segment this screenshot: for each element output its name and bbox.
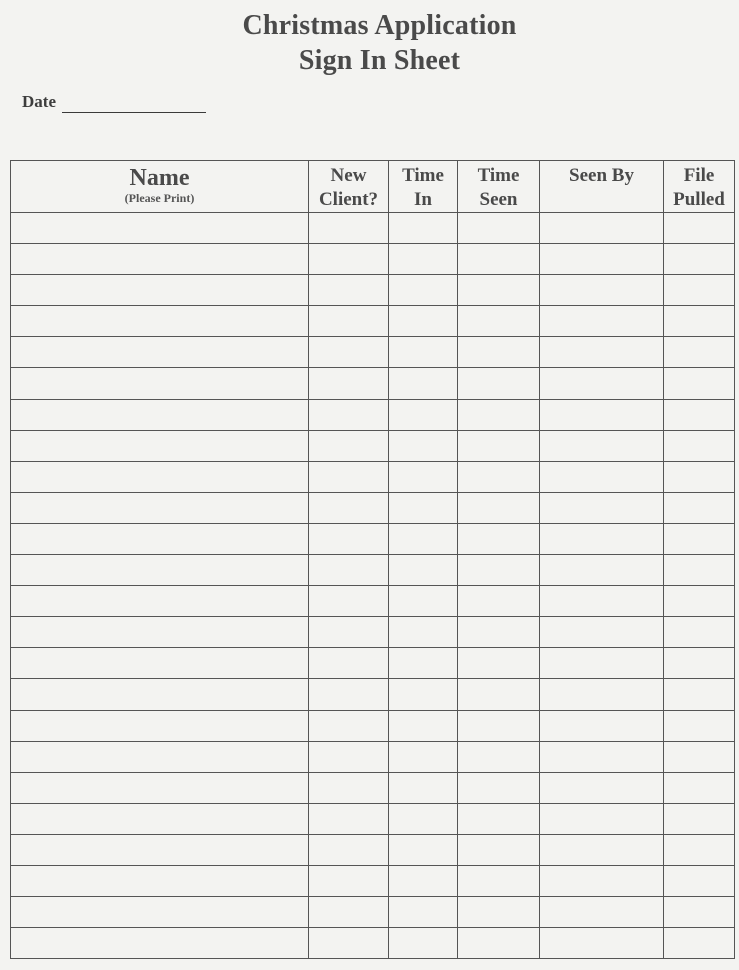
file-pulled-cell[interactable]: [664, 368, 735, 399]
time-seen-cell[interactable]: [458, 586, 540, 617]
table-row: [11, 275, 735, 306]
file-pulled-cell[interactable]: [664, 555, 735, 586]
file-pulled-cell[interactable]: [664, 928, 735, 959]
time-in-cell[interactable]: [389, 430, 458, 461]
column-header-time-in: [389, 161, 458, 213]
time-seen-cell[interactable]: [458, 368, 540, 399]
new-client-cell[interactable]: [309, 617, 389, 648]
time-seen-cell[interactable]: [458, 213, 540, 244]
new-client-cell[interactable]: [309, 337, 389, 368]
name-cell[interactable]: [11, 928, 309, 959]
new-client-cell[interactable]: [309, 244, 389, 275]
new-client-cell[interactable]: [309, 399, 389, 430]
name-cell[interactable]: [11, 617, 309, 648]
table-row: [11, 679, 735, 710]
file-pulled-cell[interactable]: [664, 213, 735, 244]
time-in-cell[interactable]: [389, 213, 458, 244]
table-header-row: [11, 161, 735, 213]
time-seen-cell[interactable]: [458, 648, 540, 679]
time-in-cell[interactable]: [389, 461, 458, 492]
new-client-cell[interactable]: [309, 306, 389, 337]
new-client-cell[interactable]: [309, 710, 389, 741]
file-pulled-cell[interactable]: [664, 803, 735, 834]
table-row: [11, 306, 735, 337]
new-client-cell[interactable]: [309, 834, 389, 865]
table-row: [11, 213, 735, 244]
name-cell[interactable]: [11, 492, 309, 523]
name-cell[interactable]: [11, 399, 309, 430]
time-seen-cell[interactable]: [458, 555, 540, 586]
time-in-cell[interactable]: [389, 772, 458, 803]
column-header-new-client-line2: Client?: [318, 189, 379, 210]
new-client-cell[interactable]: [309, 492, 389, 523]
new-client-cell[interactable]: [309, 679, 389, 710]
time-seen-cell[interactable]: [458, 834, 540, 865]
file-pulled-cell[interactable]: [664, 617, 735, 648]
seen-by-cell[interactable]: [540, 679, 664, 710]
table-row: [11, 648, 735, 679]
name-cell[interactable]: [11, 586, 309, 617]
new-client-cell[interactable]: [309, 865, 389, 896]
time-in-cell[interactable]: [389, 555, 458, 586]
new-client-cell[interactable]: [309, 928, 389, 959]
seen-by-cell[interactable]: [540, 555, 664, 586]
seen-by-cell[interactable]: [540, 368, 664, 399]
column-header-time-in-line1: Time: [402, 165, 444, 186]
time-seen-cell[interactable]: [458, 461, 540, 492]
column-header-time-in-line2: In: [414, 189, 432, 210]
column-header-file-pulled-line1: File: [683, 165, 715, 186]
seen-by-cell[interactable]: [540, 741, 664, 772]
table-row: [11, 928, 735, 959]
file-pulled-cell[interactable]: [664, 834, 735, 865]
time-seen-cell[interactable]: [458, 430, 540, 461]
time-seen-cell[interactable]: [458, 337, 540, 368]
new-client-cell[interactable]: [309, 772, 389, 803]
new-client-cell[interactable]: [309, 523, 389, 554]
name-cell[interactable]: [11, 648, 309, 679]
table-row: [11, 865, 735, 896]
time-in-cell[interactable]: [389, 741, 458, 772]
file-pulled-cell[interactable]: [664, 461, 735, 492]
time-seen-cell[interactable]: [458, 679, 540, 710]
sign-in-table: [10, 160, 735, 959]
seen-by-cell[interactable]: [540, 928, 664, 959]
seen-by-cell[interactable]: [540, 586, 664, 617]
file-pulled-cell[interactable]: [664, 772, 735, 803]
name-cell[interactable]: [11, 803, 309, 834]
time-in-cell[interactable]: [389, 679, 458, 710]
seen-by-cell[interactable]: [540, 337, 664, 368]
time-seen-cell[interactable]: [458, 244, 540, 275]
seen-by-cell[interactable]: [540, 523, 664, 554]
name-cell[interactable]: [11, 741, 309, 772]
file-pulled-cell[interactable]: [664, 679, 735, 710]
column-header-new-client-line1: New: [330, 165, 367, 186]
name-cell[interactable]: [11, 275, 309, 306]
time-seen-cell[interactable]: [458, 741, 540, 772]
seen-by-cell[interactable]: [540, 710, 664, 741]
name-cell[interactable]: [11, 710, 309, 741]
time-seen-cell[interactable]: [458, 306, 540, 337]
file-pulled-cell[interactable]: [664, 741, 735, 772]
column-header-name-note: (Please Print): [124, 191, 195, 205]
table-row: [11, 337, 735, 368]
seen-by-cell[interactable]: [540, 803, 664, 834]
seen-by-cell[interactable]: [540, 865, 664, 896]
seen-by-cell[interactable]: [540, 461, 664, 492]
time-seen-cell[interactable]: [458, 865, 540, 896]
new-client-cell[interactable]: [309, 586, 389, 617]
table-row: [11, 803, 735, 834]
name-cell[interactable]: [11, 679, 309, 710]
table-row: [11, 430, 735, 461]
name-cell[interactable]: [11, 337, 309, 368]
file-pulled-cell[interactable]: [664, 648, 735, 679]
seen-by-cell[interactable]: [540, 772, 664, 803]
column-header-file-pulled: [664, 161, 735, 213]
name-cell[interactable]: [11, 244, 309, 275]
time-seen-cell[interactable]: [458, 492, 540, 523]
seen-by-cell[interactable]: [540, 492, 664, 523]
file-pulled-cell[interactable]: [664, 399, 735, 430]
time-seen-cell[interactable]: [458, 897, 540, 928]
name-cell[interactable]: [11, 555, 309, 586]
column-header-new-client: [309, 161, 389, 213]
name-cell[interactable]: [11, 865, 309, 896]
table-row: [11, 461, 735, 492]
file-pulled-cell[interactable]: [664, 710, 735, 741]
new-client-cell[interactable]: [309, 803, 389, 834]
date-label: Date: [22, 92, 56, 111]
seen-by-cell[interactable]: [540, 213, 664, 244]
name-cell[interactable]: [11, 430, 309, 461]
table-row: [11, 772, 735, 803]
new-client-cell[interactable]: [309, 368, 389, 399]
time-seen-cell[interactable]: [458, 275, 540, 306]
name-cell[interactable]: [11, 772, 309, 803]
form-subtitle: Sign In Sheet: [298, 45, 461, 76]
date-field[interactable]: [62, 112, 206, 113]
time-in-cell[interactable]: [389, 897, 458, 928]
column-header-name-label: Name: [129, 165, 190, 191]
column-header-file-pulled-line2: Pulled: [673, 189, 725, 210]
name-cell[interactable]: [11, 834, 309, 865]
table-row: [11, 617, 735, 648]
new-client-cell[interactable]: [309, 430, 389, 461]
name-cell[interactable]: [11, 897, 309, 928]
table-row: [11, 741, 735, 772]
table-row: [11, 368, 735, 399]
table-row: [11, 834, 735, 865]
form-title: Christmas Application: [242, 10, 517, 41]
table-row: [11, 710, 735, 741]
table-row: [11, 399, 735, 430]
name-cell[interactable]: [11, 213, 309, 244]
file-pulled-cell[interactable]: [664, 865, 735, 896]
table-row: [11, 492, 735, 523]
time-in-cell[interactable]: [389, 275, 458, 306]
new-client-cell[interactable]: [309, 741, 389, 772]
time-in-cell[interactable]: [389, 586, 458, 617]
name-cell[interactable]: [11, 368, 309, 399]
seen-by-cell[interactable]: [540, 897, 664, 928]
new-client-cell[interactable]: [309, 648, 389, 679]
table-row: [11, 555, 735, 586]
name-cell[interactable]: [11, 306, 309, 337]
table-row: [11, 897, 735, 928]
seen-by-cell[interactable]: [540, 648, 664, 679]
file-pulled-cell[interactable]: [664, 523, 735, 554]
new-client-cell[interactable]: [309, 897, 389, 928]
seen-by-cell[interactable]: [540, 617, 664, 648]
seen-by-cell[interactable]: [540, 399, 664, 430]
seen-by-cell[interactable]: [540, 275, 664, 306]
time-seen-cell[interactable]: [458, 617, 540, 648]
column-header-name: [11, 161, 309, 213]
file-pulled-cell[interactable]: [664, 275, 735, 306]
time-seen-cell[interactable]: [458, 803, 540, 834]
seen-by-cell[interactable]: [540, 834, 664, 865]
new-client-cell[interactable]: [309, 275, 389, 306]
new-client-cell[interactable]: [309, 213, 389, 244]
file-pulled-cell[interactable]: [664, 897, 735, 928]
time-in-cell[interactable]: [389, 399, 458, 430]
column-header-time-seen: [458, 161, 540, 213]
time-in-cell[interactable]: [389, 523, 458, 554]
seen-by-cell[interactable]: [540, 306, 664, 337]
time-in-cell[interactable]: [389, 648, 458, 679]
time-in-cell[interactable]: [389, 803, 458, 834]
table-row: [11, 523, 735, 554]
time-in-cell[interactable]: [389, 306, 458, 337]
time-in-cell[interactable]: [389, 928, 458, 959]
time-seen-cell[interactable]: [458, 772, 540, 803]
table-row: [11, 244, 735, 275]
time-in-cell[interactable]: [389, 337, 458, 368]
table-body: [11, 213, 735, 959]
file-pulled-cell[interactable]: [664, 492, 735, 523]
name-cell[interactable]: [11, 523, 309, 554]
time-seen-cell[interactable]: [458, 710, 540, 741]
seen-by-cell[interactable]: [540, 244, 664, 275]
time-in-cell[interactable]: [389, 368, 458, 399]
column-header-time-seen-line1: Time: [477, 165, 520, 186]
table-row: [11, 586, 735, 617]
seen-by-cell[interactable]: [540, 430, 664, 461]
column-header-time-seen-line2: Seen: [479, 189, 518, 210]
file-pulled-cell[interactable]: [664, 306, 735, 337]
time-in-cell[interactable]: [389, 710, 458, 741]
time-in-cell[interactable]: [389, 492, 458, 523]
file-pulled-cell[interactable]: [664, 586, 735, 617]
time-in-cell[interactable]: [389, 865, 458, 896]
name-cell[interactable]: [11, 461, 309, 492]
file-pulled-cell[interactable]: [664, 337, 735, 368]
new-client-cell[interactable]: [309, 555, 389, 586]
time-seen-cell[interactable]: [458, 523, 540, 554]
time-seen-cell[interactable]: [458, 928, 540, 959]
column-header-seen-by: [540, 161, 664, 213]
new-client-cell[interactable]: [309, 461, 389, 492]
file-pulled-cell[interactable]: [664, 430, 735, 461]
time-seen-cell[interactable]: [458, 399, 540, 430]
time-in-cell[interactable]: [389, 617, 458, 648]
time-in-cell[interactable]: [389, 244, 458, 275]
column-header-seen-by-line1: Seen By: [569, 165, 634, 186]
file-pulled-cell[interactable]: [664, 244, 735, 275]
time-in-cell[interactable]: [389, 834, 458, 865]
